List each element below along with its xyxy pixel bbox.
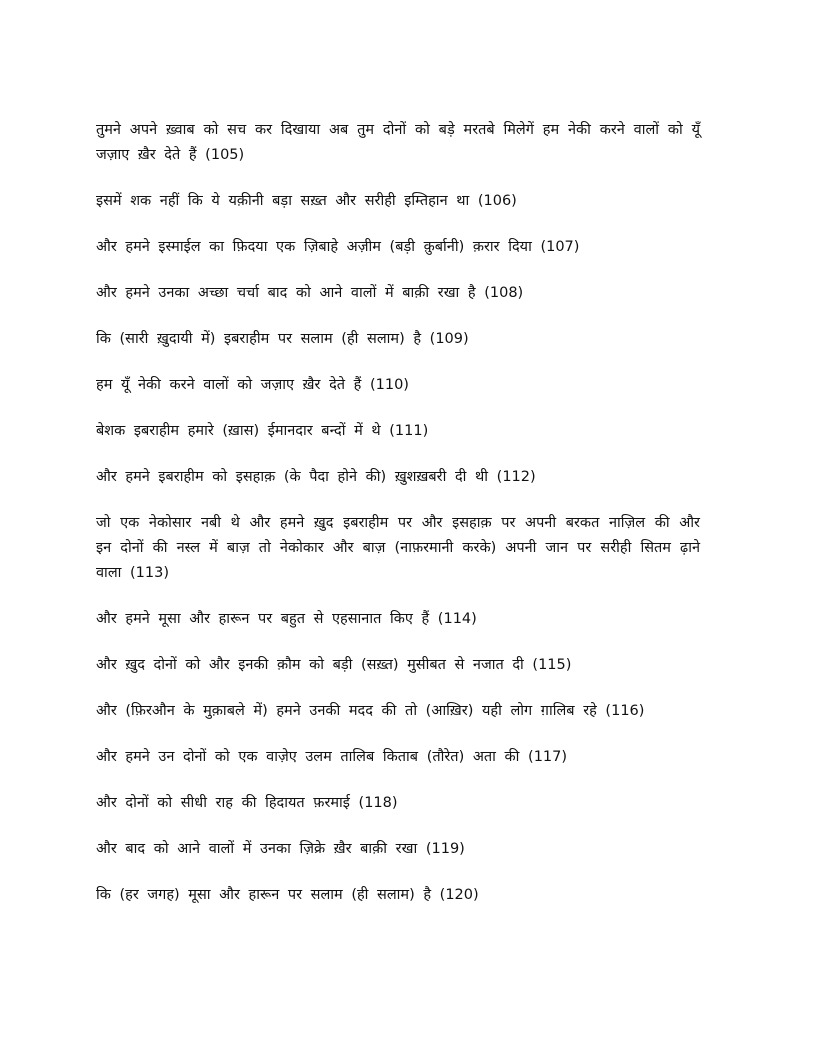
verse-120: कि (हर जगह) मूसा और हारून पर सलाम (ही सलाम) है (120) <box>96 887 479 903</box>
verse-list <box>96 118 700 929</box>
verse-113: जो एक नेकोसार नबी थे और हमने ख़ुद इबराहीम पर और इसहाक़ पर अपनी बरकत नाज़िल की और इन दोनों की नस्ल में बाज़ तो नेकोकार और बाज़ (नाफ़रमानी करके) अपनी जान पर सरीही सितम ढ़ाने वाला (113) <box>96 515 700 581</box>
verse-114: और हमने मूसा और हारून पर बहुत से एहसानात किए हैं (114) <box>96 611 477 627</box>
verse-118: और दोनों को सीधी राह की हिदायत फ़रमाई (118) <box>96 795 398 811</box>
verse-110: हम यूँ नेकी करने वालों को जज़ाए ख़ैर देते हैं (110) <box>96 377 409 393</box>
verse-116: और (फ़िरऔन के मुक़ाबले में) हमने उनकी मदद की तो (आख़िर) यही लोग ग़ालिब रहे (116) <box>96 703 645 719</box>
verse-117: और हमने उन दोनों को एक वाज़ेए उलम तालिब किताब (तौरेत) अता की (117) <box>96 749 568 765</box>
verse-108: और हमने उनका अच्छा चर्चा बाद को आने वालों में बाक़ी रखा है (108) <box>96 285 524 301</box>
verse-115: और ख़ुद दोनों को और इनकी क़ौम को बड़ी (सख़्त) मुसीबत से नजात दी (115) <box>96 657 572 673</box>
verse-107: और हमने इस्माईल का फ़िदया एक ज़िबाहे अज़ीम (बड़ी क़ुर्बानी) क़रार दिया (107) <box>96 239 580 255</box>
verse-111: बेशक इबराहीम हमारे (ख़ास) ईमानदार बन्दों में थे (111) <box>96 423 429 439</box>
verse-112: और हमने इबराहीम को इसहाक़ (के पैदा होने की) ख़ुशख़बरी दी थी (112) <box>96 469 536 485</box>
verse-106: इसमें शक नहीं कि ये यक़ीनी बड़ा सख़्त और सरीही इम्तिहान था (106) <box>96 193 517 209</box>
verse-109: कि (सारी ख़ुदायी में) इबराहीम पर सलाम (ही सलाम) है (109) <box>96 331 469 347</box>
verse-105: तुमने अपने ख़्वाब को सच कर दिखाया अब तुम दोनों को बड़े मरतबे मिलेगें हम नेकी करने वालों को यूँ जज़ाए ख़ैर देते हैं (105) <box>96 122 700 163</box>
verse-119: और बाद को आने वालों में उनका ज़िक्रे ख़ैर बाक़ी रखा (119) <box>96 841 465 857</box>
